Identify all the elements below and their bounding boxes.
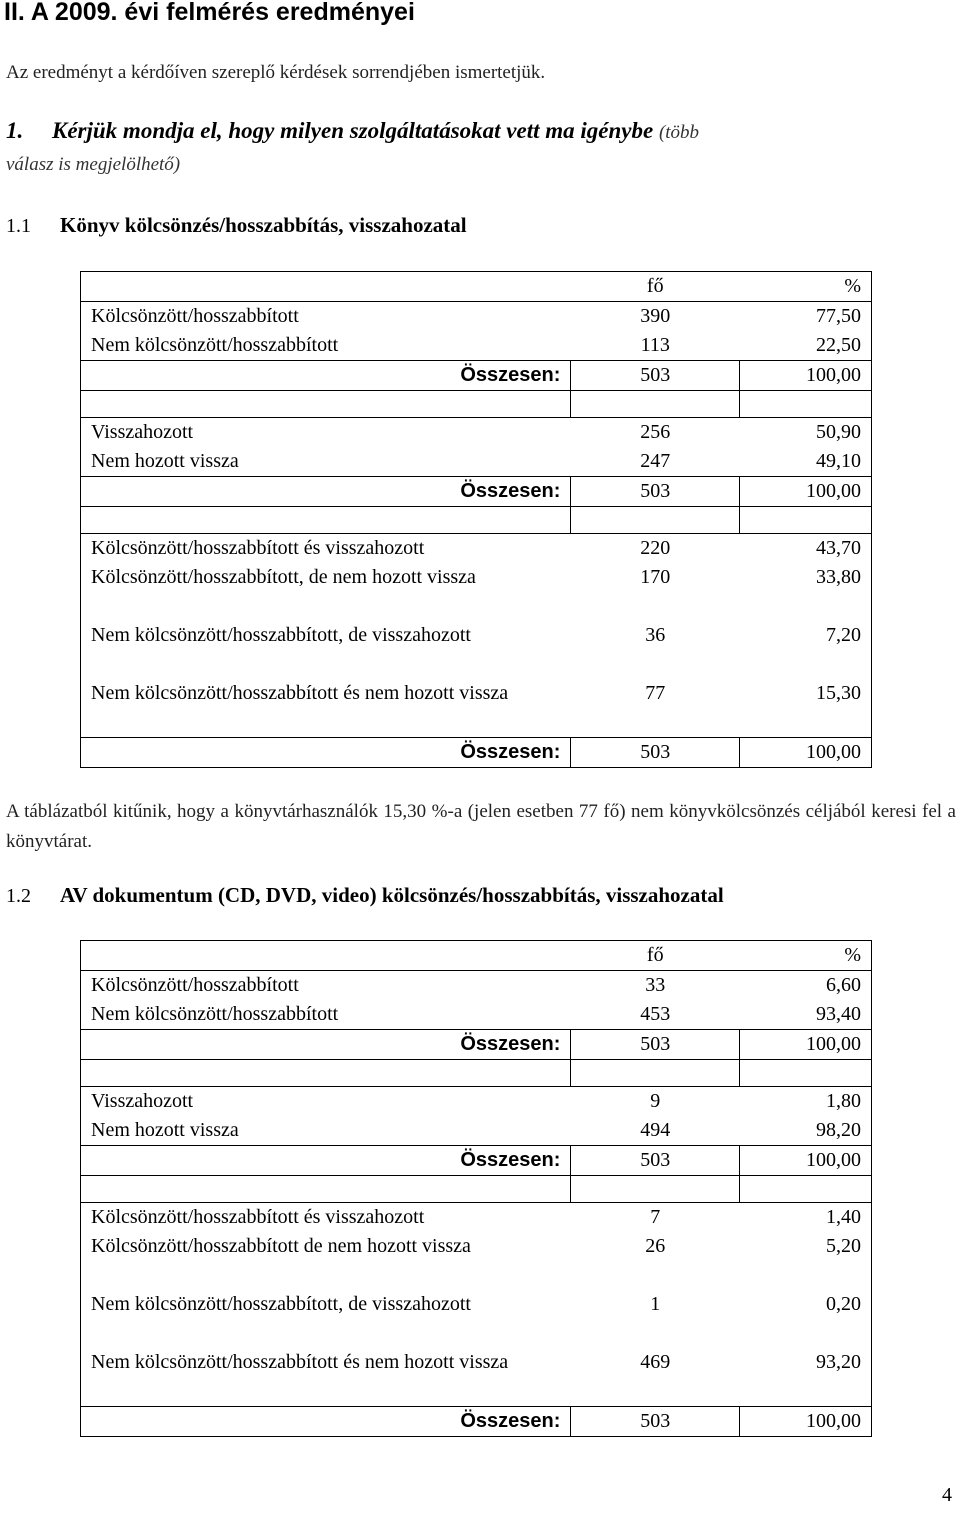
row-fo-value: 390 [640,305,671,327]
row-label: Nem hozott vissza [81,1116,571,1146]
row-fo-value: 26 [645,1235,666,1257]
section-1-2-heading [6,883,724,908]
row-label: Visszahozott [81,418,571,448]
spacer-cell [740,507,872,534]
table-row [81,331,872,361]
row-fo-value: 77 [645,682,666,704]
row-pct-value: 93,40 [740,1000,872,1030]
spacer-cell [81,507,571,534]
row-label: Nem hozott vissza [81,447,571,477]
spacer-cell [571,507,740,534]
table-spacer-row [81,1060,872,1087]
row-label: Nem kölcsönzött/hosszabbított és nem hozott vissza [81,1348,571,1407]
total-label: Összesen: [81,1146,571,1176]
page-number: 4 [942,1484,952,1506]
row-pct-value: 77,50 [740,302,872,332]
row-pct-value: 1,40 [740,1203,872,1233]
question-1-number: 1. [6,118,24,143]
row-pct-value: 100,00 [740,1407,872,1437]
row-label: Kölcsönzött/hosszabbított [81,971,571,1001]
row-label: Kölcsönzött/hosszabbított, de nem hozott vissza [81,563,571,621]
row-pct-value: 100,00 [740,361,872,391]
total-label: Összesen: [81,738,571,768]
spacer-cell [740,391,872,418]
table-row [81,1290,872,1348]
header-fo: fő [571,272,740,302]
table-spacer-row [81,507,872,534]
row-fo-value: 33 [645,974,666,996]
row-pct-value: 100,00 [740,1146,872,1176]
row-label: Nem kölcsönzött/hosszabbított és nem hozott vissza [81,679,571,738]
section-title: Könyv kölcsönzés/hosszabbítás, visszahozatal [60,213,467,237]
table-row [81,302,872,332]
page-heading: II. A 2009. évi felmérés eredményei [4,0,415,26]
row-label: Nem kölcsönzött/hosszabbított [81,331,571,361]
table-header-row [81,941,872,971]
row-pct-value: 7,20 [740,621,872,679]
row-fo-value: 36 [645,624,666,646]
row-label: Nem kölcsönzött/hosszabbított, de visszahozott [81,1290,571,1348]
total-label: Összesen: [81,1407,571,1437]
table-row [81,971,872,1001]
table-row [81,418,872,448]
row-label: Kölcsönzött/hosszabbított de nem hozott vissza [81,1232,571,1290]
spacer-cell [571,1176,740,1203]
header-pct: % [740,941,872,971]
section-1-1-heading [6,213,467,238]
row-pct-value: 1,80 [740,1087,872,1117]
row-fo-value: 494 [640,1119,671,1141]
spacer-cell [81,1060,571,1087]
spacer-cell [571,391,740,418]
row-label: Nem kölcsönzött/hosszabbított, de visszahozott [81,621,571,679]
table-spacer-row [81,391,872,418]
table-row [81,1116,872,1146]
row-pct-value: 100,00 [740,738,872,768]
row-pct-value: 100,00 [740,1030,872,1060]
header-label-cell [81,941,571,971]
section-number: 1.2 [6,885,31,907]
row-fo-value: 247 [640,450,671,472]
question-1-note-continued: válasz is megjelölhető) [6,154,181,175]
row-fo-value: 469 [640,1351,671,1373]
row-pct-value: 15,30 [740,679,872,738]
row-fo-value: 503 [571,738,740,768]
total-label: Összesen: [81,477,571,507]
spacer-cell [571,1060,740,1087]
table-total-row [81,1407,872,1437]
av-lending-table [80,940,872,1437]
row-pct-value: 6,60 [740,971,872,1001]
row-fo-value: 7 [650,1206,661,1228]
table-total-row [81,1146,872,1176]
row-fo-value: 9 [650,1090,661,1112]
intro-text: Az eredményt a kérdőíven szereplő kérdések sorrendjében ismertetjük. [6,62,546,83]
table-row [81,1348,872,1407]
question-1-text: Kérjük mondja el, hogy milyen szolgáltatásokat vett ma igénybe [52,118,654,143]
table-row [81,563,872,621]
row-label: Kölcsönzött/hosszabbított és visszahozott [81,1203,571,1233]
table-header-row [81,272,872,302]
table-summary-paragraph: A táblázatból kitűnik, hogy a könyvtárhasználók 15,30 %-a (jelen esetben 77 fő) nem könyvkölcsönzés céljából keresi fel a könyvtárat. [6,801,956,852]
total-label: Összesen: [81,1030,571,1060]
row-pct-value: 5,20 [740,1232,872,1290]
table-row [81,1232,872,1290]
row-fo-value: 220 [640,537,671,559]
row-fo-value: 503 [571,1030,740,1060]
table-total-row [81,1030,872,1060]
spacer-cell [740,1060,872,1087]
table-row [81,534,872,564]
row-fo-value: 503 [571,1146,740,1176]
row-pct-value: 22,50 [740,331,872,361]
section-title: AV dokumentum (CD, DVD, video) kölcsönzés/hosszabbítás, visszahozatal [60,883,724,907]
row-pct-value: 33,80 [740,563,872,621]
table-total-row [81,361,872,391]
section-number: 1.1 [6,215,31,237]
row-fo-value: 1 [650,1293,661,1315]
row-pct-value: 93,20 [740,1348,872,1407]
table-row [81,1203,872,1233]
table-row [81,447,872,477]
row-pct-value: 100,00 [740,477,872,507]
question-1-note: (több [658,122,700,143]
row-pct-value: 43,70 [740,534,872,564]
row-pct-value: 49,10 [740,447,872,477]
row-fo-value: 170 [640,566,671,588]
total-label: Összesen: [81,361,571,391]
spacer-cell [81,1176,571,1203]
row-fo-value: 453 [640,1003,671,1025]
row-fo-value: 503 [571,477,740,507]
row-label: Kölcsönzött/hosszabbított [81,302,571,332]
row-fo-value: 113 [640,334,670,356]
spacer-cell [740,1176,872,1203]
table-spacer-row [81,1176,872,1203]
header-pct: % [740,272,872,302]
book-lending-table [80,271,872,768]
table-row [81,621,872,679]
table-total-row [81,738,872,768]
spacer-cell [81,391,571,418]
header-fo: fő [571,941,740,971]
table-row [81,1000,872,1030]
row-fo-value: 256 [640,421,671,443]
header-label-cell [81,272,571,302]
row-label: Kölcsönzött/hosszabbított és visszahozott [81,534,571,564]
table-total-row [81,477,872,507]
question-1 [6,118,699,144]
row-fo-value: 503 [571,361,740,391]
table-row [81,679,872,738]
table-row [81,1087,872,1117]
row-pct-value: 0,20 [740,1290,872,1348]
row-pct-value: 50,90 [740,418,872,448]
row-pct-value: 98,20 [740,1116,872,1146]
row-label: Visszahozott [81,1087,571,1117]
row-fo-value: 503 [571,1407,740,1437]
row-label: Nem kölcsönzött/hosszabbított [81,1000,571,1030]
